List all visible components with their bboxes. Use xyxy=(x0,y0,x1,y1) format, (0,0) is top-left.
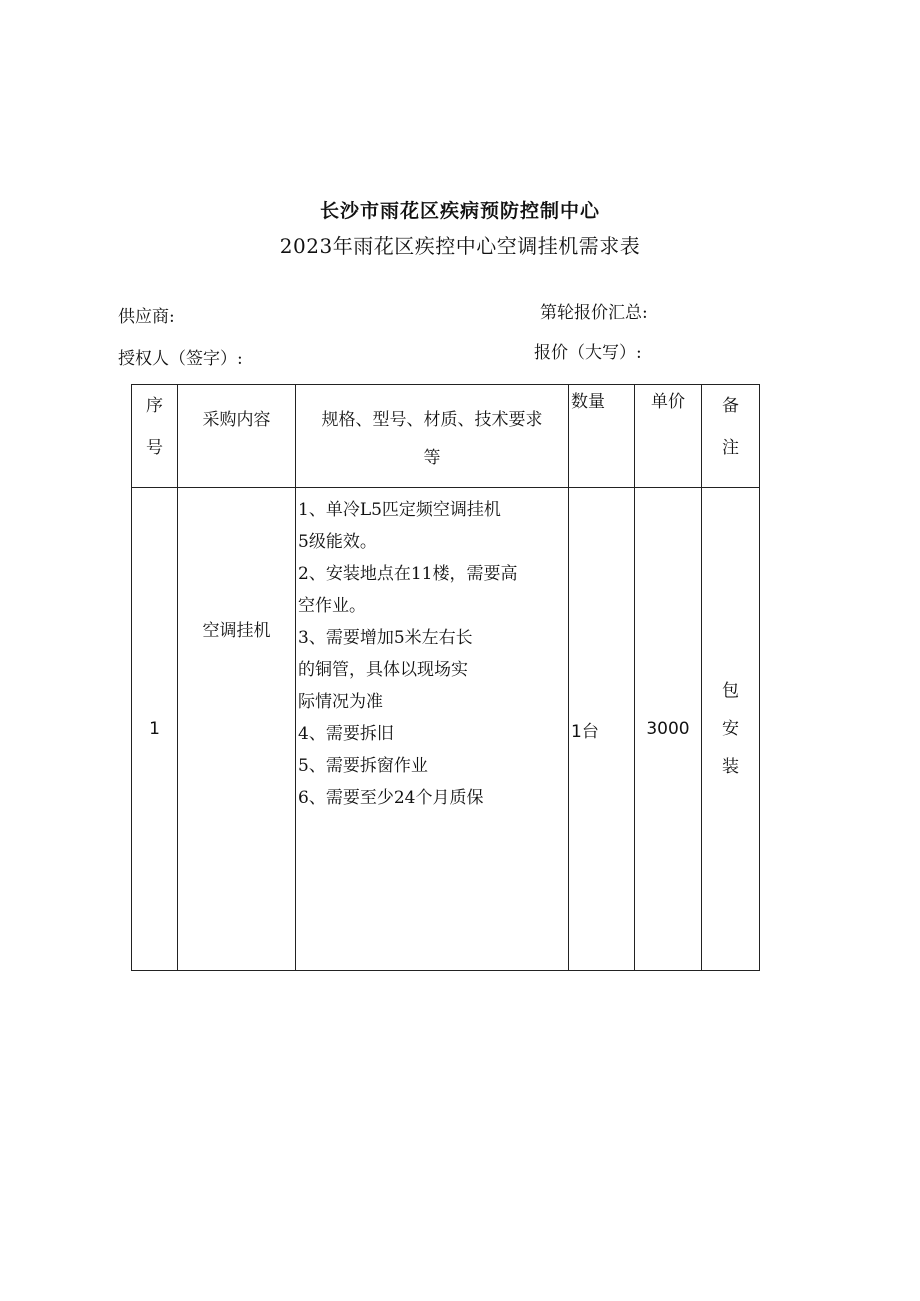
requirements-table xyxy=(131,384,760,971)
header-note-line1: 备 xyxy=(722,396,739,416)
header-spec xyxy=(296,385,569,488)
spec-line: 1、单冷L5匹定频空调挂机 xyxy=(298,500,501,520)
table-header-row xyxy=(132,385,760,488)
row-content xyxy=(178,488,296,971)
row-note-line: 包 xyxy=(722,681,739,701)
header-note-line2: 注 xyxy=(722,438,739,458)
org-title: 长沙市雨花区疾病预防控制中心 xyxy=(319,200,600,222)
spec-line: 4、需要拆旧 xyxy=(298,724,394,744)
header-spec-line1: 规格、型号、材质、技术要求 xyxy=(321,410,543,430)
header-seq-line2: 号 xyxy=(146,438,163,458)
header-price xyxy=(635,385,702,488)
header-note xyxy=(702,385,760,488)
spec-line: 际情况为准 xyxy=(298,692,383,712)
row-content-label: 空调挂机 xyxy=(202,621,271,641)
header-price-label: 单价 xyxy=(651,392,685,412)
header-content xyxy=(178,385,296,488)
row-price: 3000 xyxy=(635,488,702,971)
price-uppercase-label: 报价（大写）: xyxy=(534,343,642,363)
row-note-line: 安 xyxy=(722,719,739,739)
spec-line: 的铜管，具体以现场实 xyxy=(298,660,468,680)
row-qty: 1台 xyxy=(569,488,635,971)
header-seq-line1: 序 xyxy=(146,396,163,416)
spec-line: 2、安装地点在11楼，需要高 xyxy=(298,564,518,584)
row-note xyxy=(702,488,760,971)
header-qty xyxy=(569,385,635,488)
header-content-label: 采购内容 xyxy=(202,410,271,430)
header-seq xyxy=(132,385,178,488)
spec-line: 空作业。 xyxy=(298,596,366,616)
row-note-line: 装 xyxy=(722,757,739,777)
spec-line: 3、需要增加5米左右长 xyxy=(298,628,473,648)
header-spec-line2: 等 xyxy=(423,448,441,468)
document-subtitle: 2023年雨花区疾控中心空调挂机需求表 xyxy=(279,234,641,258)
row-seq: 1 xyxy=(132,488,178,971)
header-qty-label: 数量 xyxy=(571,392,605,412)
spec-line: 5级能效。 xyxy=(298,532,377,552)
spec-line: 6、需要至少24个月质保 xyxy=(298,788,484,808)
authorized-signature-label: 授权人（签字）: xyxy=(118,349,243,369)
row-spec xyxy=(296,488,569,971)
round-quote-summary-label: 第轮报价汇总: xyxy=(540,303,648,323)
spec-line: 5、需要拆窗作业 xyxy=(298,756,428,776)
spec-list xyxy=(296,488,568,814)
table-row xyxy=(132,488,760,971)
supplier-label: 供应商: xyxy=(118,307,175,327)
